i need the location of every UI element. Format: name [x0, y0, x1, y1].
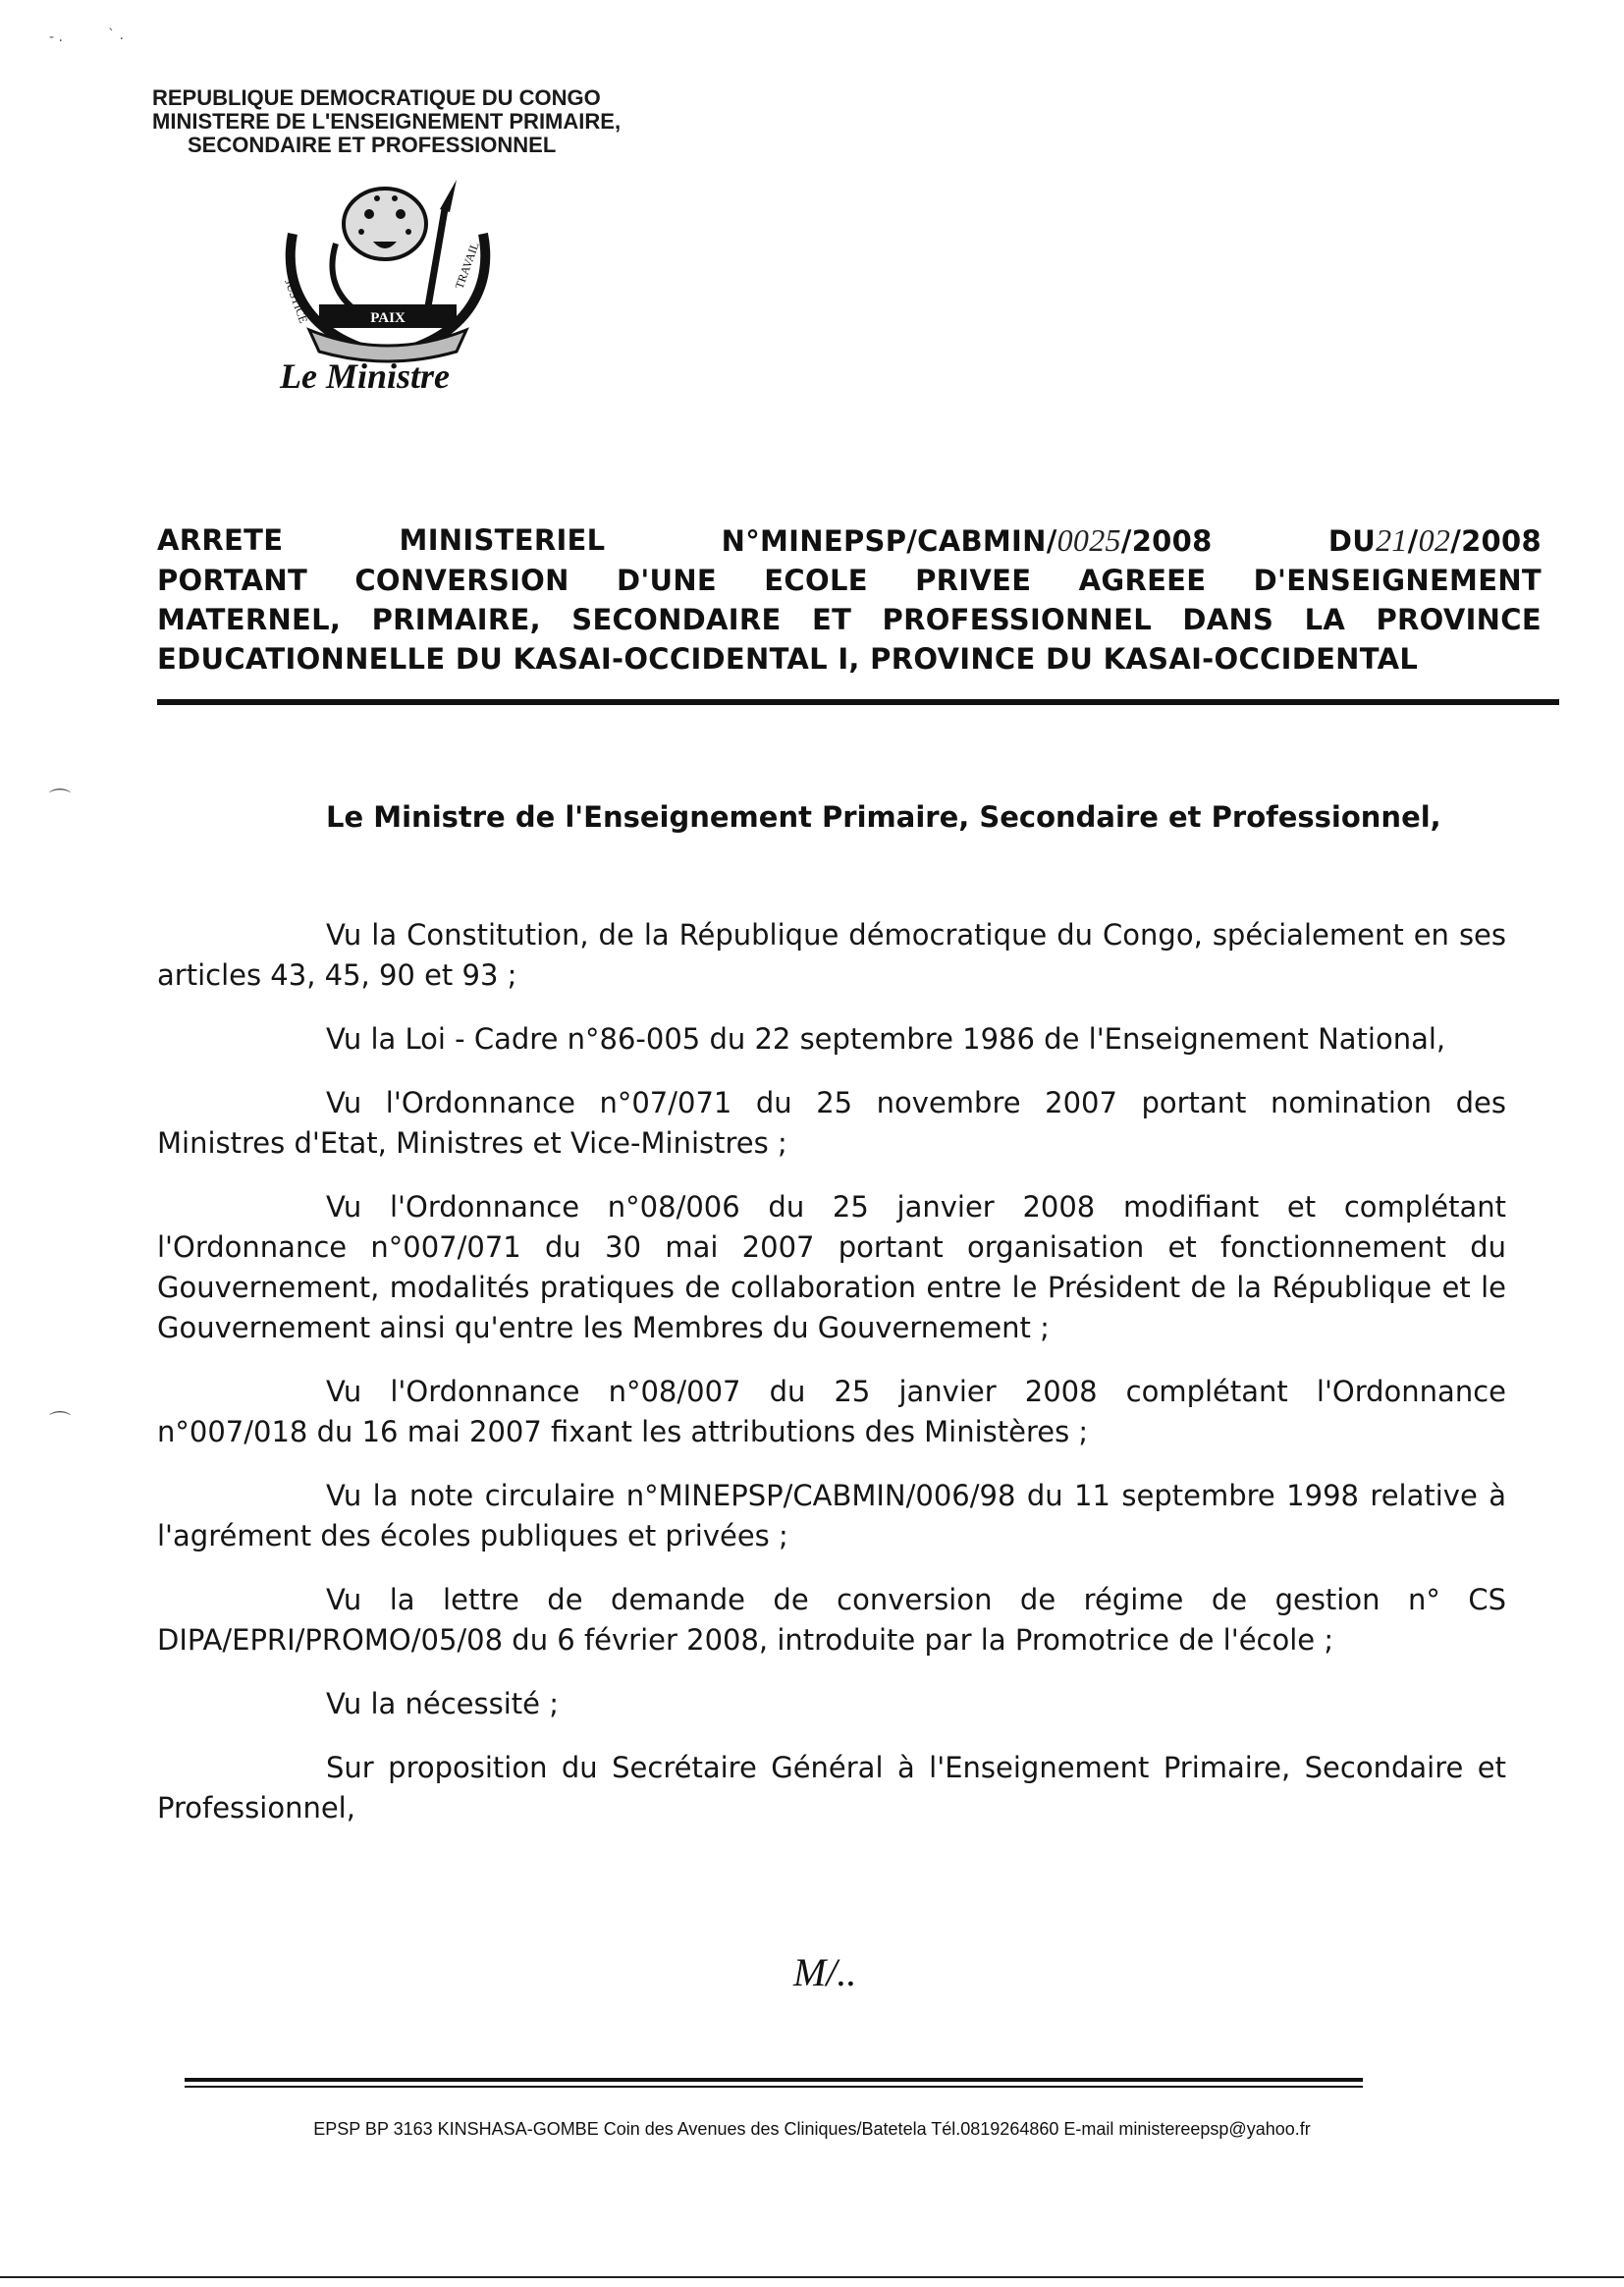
- decree-title: [157, 520, 1542, 679]
- handwritten-date-day: 21: [1376, 522, 1408, 558]
- minister-signature-title: Le Ministre: [280, 356, 451, 396]
- page-bottom-rule: [0, 2276, 1624, 2278]
- handwritten-initials: M/..: [793, 1950, 857, 1994]
- title-word: PROVINCE: [1376, 603, 1542, 636]
- title-word: D'UNE: [616, 564, 718, 597]
- title-word: AGREEE: [1078, 564, 1207, 597]
- title-word: MATERNEL,: [157, 603, 342, 636]
- emblem-motto-right: TRAVAIL: [452, 240, 482, 292]
- title-word: PRIMAIRE,: [371, 603, 541, 636]
- consideration-paragraph: Vu l'Ordonnance n°08/007 du 25 janvier 2008 complétant l'Ordonnance n°007/018 du 16 mai 2007 fixant les attributions des Ministères ;: [157, 1375, 1506, 1448]
- title-word: PROFESSIONNEL: [882, 603, 1153, 636]
- footer-rule-thin: [185, 2086, 1363, 2088]
- handwritten-ref-number: 0025: [1056, 522, 1121, 558]
- considerations-body: [157, 915, 1506, 1828]
- consideration-paragraph: Vu la Loi - Cadre n°86-005 du 22 septembre 1986 de l'Enseignement National,: [326, 1022, 1446, 1056]
- leopard-head-icon: [344, 189, 426, 259]
- title-word: CONVERSION: [354, 564, 569, 597]
- consideration-paragraph: Sur proposition du Secrétaire Général à l'Enseignement Primaire, Secondaire et Professionnel,: [157, 1751, 1506, 1824]
- letterhead: [152, 86, 621, 157]
- emblem-motto-left: JUSTICE: [282, 277, 311, 325]
- title-line: EDUCATIONNELLE DU KASAI-OCCIDENTAL I, PROVINCE DU KASAI-OCCIDENTAL: [157, 642, 1419, 676]
- title-word: MINISTERIEL: [399, 523, 606, 557]
- title-word: PRIVEE: [915, 564, 1032, 597]
- footer-rule: [185, 2078, 1363, 2082]
- title-word: SECONDAIRE: [571, 603, 782, 636]
- handwritten-date-month: 02: [1418, 522, 1451, 558]
- decree-date: DU21/02/2008: [1327, 522, 1542, 558]
- scan-mark: ⌒: [49, 789, 72, 813]
- scan-mark: ⌒: [49, 1411, 72, 1436]
- emblem-motto-center: PAIX: [370, 310, 406, 326]
- title-word: D'ENSEIGNEMENT: [1253, 564, 1542, 597]
- title-word: PORTANT: [157, 564, 308, 597]
- title-word: DANS: [1182, 603, 1274, 636]
- letterhead-ministry: MINISTERE DE L'ENSEIGNEMENT PRIMAIRE,: [152, 109, 622, 134]
- title-word: ET: [811, 603, 852, 636]
- title-underline: [157, 699, 1559, 705]
- consideration-paragraph: Vu la Constitution, de la République démocratique du Congo, spécialement en ses articles 43, 45, 90 et 93 ;: [157, 918, 1506, 992]
- consideration-paragraph: Vu l'Ordonnance n°07/071 du 25 novembre 2007 portant nomination des Ministres d'Etat, Ministres et Vice-Ministres ;: [157, 1086, 1506, 1160]
- decree-reference: N°MINEPSP/CABMIN/0025/2008: [721, 522, 1213, 558]
- title-word: LA: [1304, 603, 1346, 636]
- footer-contact: EPSP BP 3163 KINSHASA-GOMBE Coin des Avenues des Cliniques/Batetela Tél.0819264860 E-mail ministereepsp@yahoo.fr: [313, 2119, 1311, 2139]
- letterhead-ministry-cont: SECONDAIRE ET PROFESSIONNEL: [188, 133, 557, 157]
- title-word: ARRETE: [157, 523, 284, 557]
- consideration-paragraph: Vu la note circulaire n°MINEPSP/CABMIN/006/98 du 11 septembre 1998 relative à l'agrément des écoles publiques et privées ;: [157, 1479, 1506, 1552]
- consideration-paragraph: Vu la lettre de demande de conversion de régime de gestion n° CS DIPA/EPRI/PROMO/05/08 du 6 février 2008, introduite par la Promotrice de l'école ;: [157, 1583, 1506, 1657]
- speaker-line: Le Ministre de l'Enseignement Primaire, Secondaire et Professionnel,: [326, 800, 1441, 834]
- scan-mark: - .: [49, 29, 63, 45]
- consideration-paragraph: Vu l'Ordonnance n°08/006 du 25 janvier 2008 modifiant et complétant l'Ordonnance n°007/071 du 30 mai 2007 portant organisation et fonctionnement du Gouvernement, modalités pratiques de collaboration entre le Président de la République et le Gouvernement ainsi qu'entre les Membres du Gouvernement ;: [157, 1190, 1506, 1344]
- consideration-paragraph: Vu la nécessité ;: [326, 1687, 559, 1720]
- letterhead-country: REPUBLIQUE DEMOCRATIQUE DU CONGO: [152, 85, 601, 110]
- title-word: ECOLE: [764, 564, 868, 597]
- scan-mark: ` .: [108, 27, 124, 43]
